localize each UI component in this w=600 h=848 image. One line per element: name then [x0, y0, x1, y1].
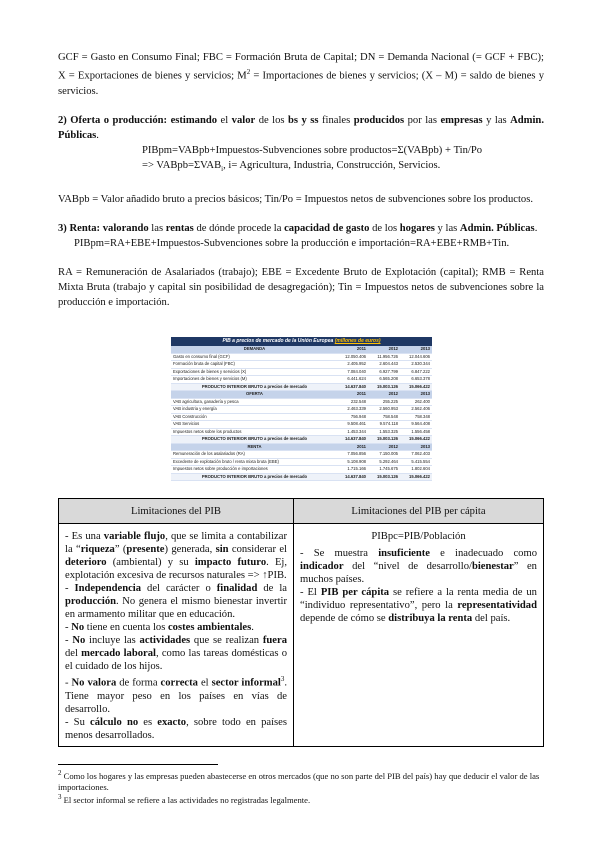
- limitation-item: - Independencia del carácter o finalidad de la producción. No genera el mismo bienestar invertir en armamento militar que en educación.: [65, 583, 287, 620]
- pib-table-value: 15.066.422: [409, 473, 430, 479]
- pib-table-value: 2013: [420, 391, 430, 396]
- pib-table-value: 6.653.378: [411, 376, 430, 381]
- limitation-item: - No tiene en cuenta los costes ambientales.: [65, 622, 254, 633]
- pib-table-value: 12.050.406: [345, 353, 366, 359]
- pib-table-header-row: [171, 391, 432, 399]
- footnotes: [58, 768, 544, 806]
- pib-table-header-row: [171, 444, 432, 452]
- limitation-item: - Se muestra insuficiente e inadecuado como indicador del “nivel de desarrollo/bienestar” en muchos países.: [300, 548, 538, 585]
- pib-table-value: 9.508.461: [347, 421, 366, 426]
- pib-table-rows: [171, 346, 432, 481]
- pib-table-header-row: [171, 346, 432, 354]
- pib-table-label: Exportaciones de bienes y servicios (X): [173, 368, 247, 374]
- pib-table-value: 5.108.908: [347, 458, 366, 464]
- pib-table-label: RENTA: [247, 443, 262, 449]
- pib-table-label: Impuestos netos sobre los productos: [173, 428, 242, 434]
- pib-table-value: 1.553.325: [379, 428, 398, 434]
- pib-table-label: Gasto en consumo final (GCF): [173, 353, 230, 359]
- paragraph-vab-definitions: VABpb = Valor añadido bruto a precios básicos; Tin/Po = Impuestos netos de subvenciones sobre los productos.: [58, 193, 533, 205]
- pib-table-title: PIB a precios de mercado de la Unión Europea (millones de euros): [171, 337, 432, 346]
- pib-table-value: 2.530.344: [411, 361, 430, 366]
- pib-table-value: 7.084.040: [347, 368, 366, 374]
- pib-table-value: 15.066.422: [409, 383, 430, 389]
- pib-table-value: 1.802.604: [411, 466, 430, 471]
- pib-table-value: 6.441.624: [347, 376, 366, 381]
- footnote-separator: [58, 764, 218, 765]
- limitations-table: [58, 498, 544, 747]
- pib-table-value: 11.956.726: [377, 353, 398, 359]
- pib-table-row: [171, 466, 432, 474]
- pib-table-row: [171, 399, 432, 407]
- pib-table-value: 2011: [356, 346, 366, 351]
- pib-table-label: Importaciones de bienes y servicios (M): [173, 376, 247, 381]
- pib-table-value: 2012: [388, 443, 398, 449]
- pib-table-row: [171, 406, 432, 414]
- footnote-3: $^3$ El sector informal se refiere a las actividades no registradas legalmente.: [58, 793, 311, 806]
- limitation-item: - El PIB per cápita se refiere a la renta media de un “individuo representativo”, pero la representatividad depende de cómo se distribuya la renta del país.: [300, 587, 537, 624]
- pib-table-value: 15.003.126: [377, 436, 398, 441]
- pib-table-label: VAB Construcción: [173, 413, 207, 419]
- pib-table-label: Formación bruta de capital (FBC): [173, 361, 235, 366]
- pib-table-label: VAB industria y energía: [173, 406, 217, 411]
- pib-table-total-row: [171, 384, 432, 392]
- pib-table-label: PRODUCTO INTERIOR BRUTO a precios de mercado: [201, 436, 308, 441]
- paragraph-income-definitions: RA = Remuneración de Asalariados (trabajo); EBE = Excedente Bruto de Explotación (capital); RMB = Renta Mixta Bruta (trabajo y capital sin posibilidad de desagregación); Tin = Impuestos netos de subvenciones sobre la producción e importación.: [58, 266, 544, 308]
- pib-table-value: 1.453.344: [347, 428, 366, 434]
- pib-table-label: PRODUCTO INTERIOR BRUTO a precios de mercado: [201, 473, 308, 479]
- pibpc-formula: PIBpc=PIB/Población: [371, 531, 466, 542]
- pib-table-value: 2013: [420, 346, 430, 351]
- pib-table-value: 2.463.339: [347, 406, 366, 411]
- formula-vab: => $VABpb=\Sigma VAB_i$, i= Agricultura, Industria, Construcción, Servicios.: [142, 159, 441, 173]
- pib-table-value: 14.637.840: [345, 383, 366, 389]
- pib-table-value: 12.044.606: [409, 353, 430, 359]
- pib-table-value: 14.637.840: [345, 436, 366, 441]
- pib-table-value: 1.715.166: [347, 466, 366, 471]
- pib-table-value: 2.405.952: [347, 361, 366, 366]
- formula-income: PIBpm=RA+EBE+Impuestos-Subvenciones sobre la producción e importación=RA+EBE+RMB+Tin.: [74, 237, 510, 249]
- pib-table-value: 232.548: [350, 398, 366, 404]
- pib-eu-table-image: [171, 337, 432, 487]
- paragraph-definitions-demand: GCF = Gasto en Consumo Final; FBC = Formación Bruta de Capital; DN = Demanda Nacional (= GCF + FBC); X = Exportaciones de bienes y servicios; $M^2$ = Importaciones de bienes y servicios; (X – M) = saldo de bienes y servicios.: [58, 52, 544, 97]
- pib-table-total-row: [171, 474, 432, 482]
- pib-table-label: Excedente de explotación bruto / renta mixta bruta (EBE): [173, 458, 279, 464]
- pib-table-value: 7.056.856: [347, 451, 366, 456]
- pib-table-value: 15.066.422: [409, 436, 430, 441]
- pib-table-label: VAB Servicios: [173, 421, 200, 426]
- pib-table-value: 2012: [388, 391, 398, 396]
- pib-table-value: 15.003.126: [377, 473, 398, 479]
- pib-table-row: [171, 376, 432, 384]
- section-2-heading: 2) Oferta o producción: estimando el valor de los bs y ss finales producidos por las empresas y las Admin. Públicas.: [58, 114, 544, 141]
- pib-table-value: 758.548: [382, 413, 398, 419]
- pib-table-label: OFERTA: [246, 391, 263, 396]
- pib-table-value: 9.574.118: [379, 421, 398, 426]
- pib-table-value: 6.565.208: [379, 376, 398, 381]
- limitation-item: - Su cálculo no es exacto, sobre todo en países menos desarrollados.: [65, 716, 287, 741]
- pib-table-value: 262.400: [414, 398, 430, 404]
- limitations-pibpc-header: Limitaciones del PIB per cápita: [294, 499, 544, 524]
- limitation-item: - Es una variable flujo, que se limita a contabilizar la “riqueza” (presente) generada, sin considerar el deterioro (ambiental) y su impacto futuro. Ej, explotación excesiva de recursos naturales => ↑PIB.: [65, 531, 288, 581]
- section-3-heading: 3) Renta: valorando las rentas de dónde procede la capacidad de gasto de los hogares y las Admin. Públicas.: [58, 222, 538, 234]
- pib-table-value: 2.562.406: [411, 406, 430, 411]
- pib-table-value: 255.225: [382, 398, 398, 404]
- pib-table-value: 756.948: [350, 413, 366, 419]
- pib-table-row: [171, 369, 432, 377]
- document-body: [58, 50, 544, 310]
- formula-supply: PIBpm=VABpb+Impuestos-Subvenciones sobre productos=Σ(VABpb) + Tin/Po: [142, 144, 483, 156]
- limitations-pibpc-cell: [294, 524, 544, 747]
- pib-table-total-row: [171, 436, 432, 444]
- pib-table-value: 2011: [356, 443, 366, 449]
- limitation-item: - No incluye las actividades que se realizan fuera del mercado laboral, como las tareas domésticas o el cuidado de los hijos.: [65, 635, 288, 672]
- pib-table-value: 14.637.840: [345, 473, 366, 479]
- footnote-2: $^2$ Como los hogares y las empresas pueden abastecerse en otros mercados (que no son parte del PIB del país) hay que deducir el valor de las importaciones.: [58, 769, 540, 792]
- pib-table-value: 6.927.799: [379, 368, 398, 374]
- pib-table-value: 15.003.126: [377, 383, 398, 389]
- footnote-ref-2: 2: [246, 68, 251, 76]
- pib-table-label: DEMANDA: [243, 346, 266, 351]
- footnote-ref-3: 3: [280, 675, 285, 683]
- pib-table-value: 7.062.403: [411, 451, 430, 456]
- pib-table-value: 2.604.443: [379, 361, 398, 366]
- pib-table-row: [171, 361, 432, 369]
- limitations-pib-header: Limitaciones del PIB: [59, 499, 294, 524]
- limitations-pib-cell: [59, 524, 294, 747]
- pib-table-row: [171, 451, 432, 459]
- limitation-item: - No valora de forma correcta el sector informal$^3$. Tiene mayor peso en los países en vías de desarrollo.: [65, 675, 287, 715]
- pib-table-value: 2012: [388, 346, 398, 351]
- pib-table-value: 6.847.222: [411, 368, 430, 374]
- pib-table-row: [171, 414, 432, 422]
- pib-table-value: 2013: [420, 443, 430, 449]
- pib-table-row: [171, 459, 432, 467]
- pib-table-value: 2011: [356, 391, 366, 396]
- pib-table-row: [171, 421, 432, 429]
- pib-table-value: 5.415.554: [411, 458, 430, 464]
- pib-table-value: 1.556.458: [411, 428, 430, 434]
- pib-table-label: Impuestos netos sobre producción e importaciones: [173, 466, 268, 471]
- pib-table-value: 7.150.005: [379, 451, 398, 456]
- pib-table-value: 9.564.408: [411, 421, 430, 426]
- pib-table-label: Remuneración de los asalariados (RA): [173, 451, 245, 456]
- pib-table-label: PRODUCTO INTERIOR BRUTO a precios de mercado: [201, 383, 308, 389]
- pib-table-label: VAB agricultura, ganadería y pesca: [173, 398, 239, 404]
- pib-table-value: 5.292.464: [379, 458, 398, 464]
- pib-table-value: 1.745.675: [379, 466, 398, 471]
- pib-table-row: [171, 354, 432, 362]
- pib-table-value: 758.348: [414, 413, 430, 419]
- pib-table-row: [171, 429, 432, 437]
- pib-table-value: 2.560.953: [379, 406, 398, 411]
